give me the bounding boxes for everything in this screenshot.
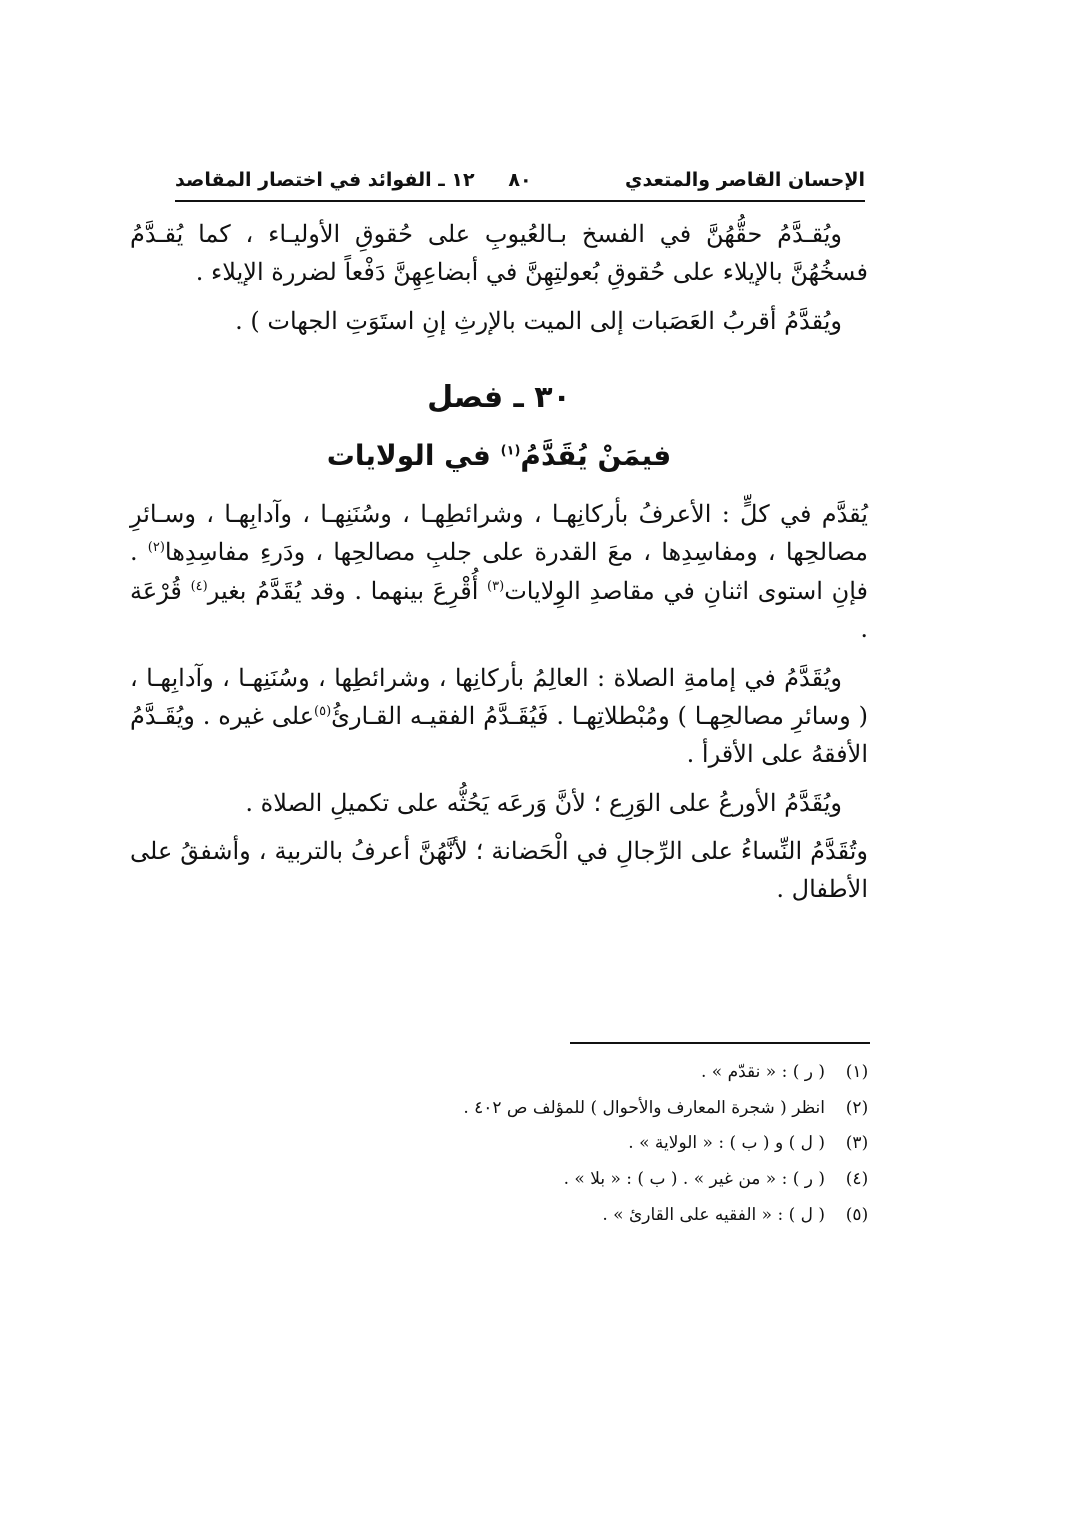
paragraph-3-part-b: . فإنِ استوى اثنانِ في مقاصدِ الوِلايات — [130, 538, 869, 605]
section-title — [130, 434, 868, 479]
paragraph-2: ويُقدَّمُ أقربُ العَصَبات إلى الميت بالإرثِ إنِ استَوَتِ الجهات ) . — [235, 306, 842, 335]
header-book-title: الإحسان القاصر والمتعدي — [625, 169, 865, 191]
paragraph-3-part-d: قُرْعَة . — [130, 576, 868, 644]
footnote-text: ( ل ) و ( ب ) : « الولاية » . — [628, 1133, 825, 1154]
paragraph-6: وتُقَدَّمُ النِّساءُ على الرِّجالِ في الْحَضانة ؛ لأنَّهُنَّ أعرفُ بالتربية ، وأشفقُ على الأطفال . — [130, 837, 868, 904]
footnote-text: ( ل ) : « الفقيه على القارئ » . — [602, 1204, 825, 1225]
paragraph-4-part-b: على غيره . ويُقَـدَّمُ الأفقهُ على الأقرأ . — [130, 701, 868, 769]
footnote-number: (٢) — [845, 1097, 869, 1118]
footnote-divider — [570, 1042, 870, 1044]
paragraph-1: ويُقـدَّمُ حقُّهُنَّ في الفسخ بـالعُيوبِ على حُقوقِ الأوليـاء ، كما يُقـدَّمُ فسخُهُنَّ بالإيلاء على حُقوقِ بُعولتِهِنَّ في أبضاعِهِنَّ دَفْعاً لضررة الإيلاء . — [130, 220, 868, 287]
section-number: ٣٠ ـ فصل — [427, 380, 571, 416]
page-number: ٨٠ — [508, 169, 532, 191]
footnote-ref-1: (١) — [500, 443, 521, 459]
footnote-number: (٤) — [845, 1169, 869, 1190]
footnote-ref-5: (٥) — [314, 703, 332, 719]
footnote-number: (١) — [845, 1062, 869, 1082]
footnote-1 — [175, 1055, 875, 1091]
paragraph-4 — [130, 659, 868, 774]
header-chapter-title: ١٢ ـ الفوائد في اختصار المقاصد — [175, 169, 475, 191]
paragraph-4-part-a: ويُقَدَّمُ في إمامةِ الصلاة : العالِمُ بأركانِها ، وشرائطِها ، وسُنَنِهـا ، وآدابِهـا ، ( وسائرِ مصالحِهـا ) ومُبْطلاتِهـا . فَيُقَـدَّمُ الفقيـه القـارئُ — [130, 663, 868, 730]
paragraph-3 — [130, 495, 868, 649]
footnote-4 — [175, 1162, 875, 1198]
footnote-number: (٣) — [845, 1133, 869, 1154]
paragraph-5: ويُقَدَّمُ الأورعُ على الوَرِع ؛ لأنَّ وَرعَه يَحُثُّه على تكميلِ الصلاة . — [245, 788, 842, 817]
paragraph-3-part-c: أُقْرِعَ بينهما . وقد يُقَدَّمُ بغير — [207, 576, 488, 605]
footnote-number: (٥) — [845, 1204, 869, 1225]
footnote-text: انظر ( شجرة المعارف والأحوال ) للمؤلف ص ٤٠٢ . — [463, 1097, 825, 1118]
footnote-ref-3: (٣) — [487, 578, 505, 594]
footnote-5 — [175, 1198, 875, 1234]
footnote-ref-2: (٢) — [147, 540, 165, 556]
main-text — [130, 215, 868, 919]
section-title-text-1: فيمَنْ يُقَدَّمُ — [520, 439, 672, 473]
running-header — [175, 160, 865, 202]
paragraph-3-part-a: يُقدَّم في كلٍّ : الأعرفُ بأركانِهـا ، وشرائطِهـا ، وسُنَنِهـا ، وآدابِهـا ، وسـائرِ مصالحِها ، ومفاسِدِها ، معَ القدرة على جلبِ مصالحِها ، ودَرءِ مفاسِدِها — [130, 499, 868, 567]
footnote-ref-4: (٤) — [190, 578, 208, 594]
footnote-text: ( ر ) : « من غير » . ( ب ) : « بلا » . — [563, 1169, 825, 1190]
footnote-text: ( ر ) : « نقدّم » . — [700, 1062, 825, 1082]
footnote-3 — [175, 1126, 875, 1162]
footnotes — [175, 1055, 875, 1233]
footnote-2 — [175, 1091, 875, 1127]
section-title-text-2: في الولايات — [326, 439, 501, 473]
